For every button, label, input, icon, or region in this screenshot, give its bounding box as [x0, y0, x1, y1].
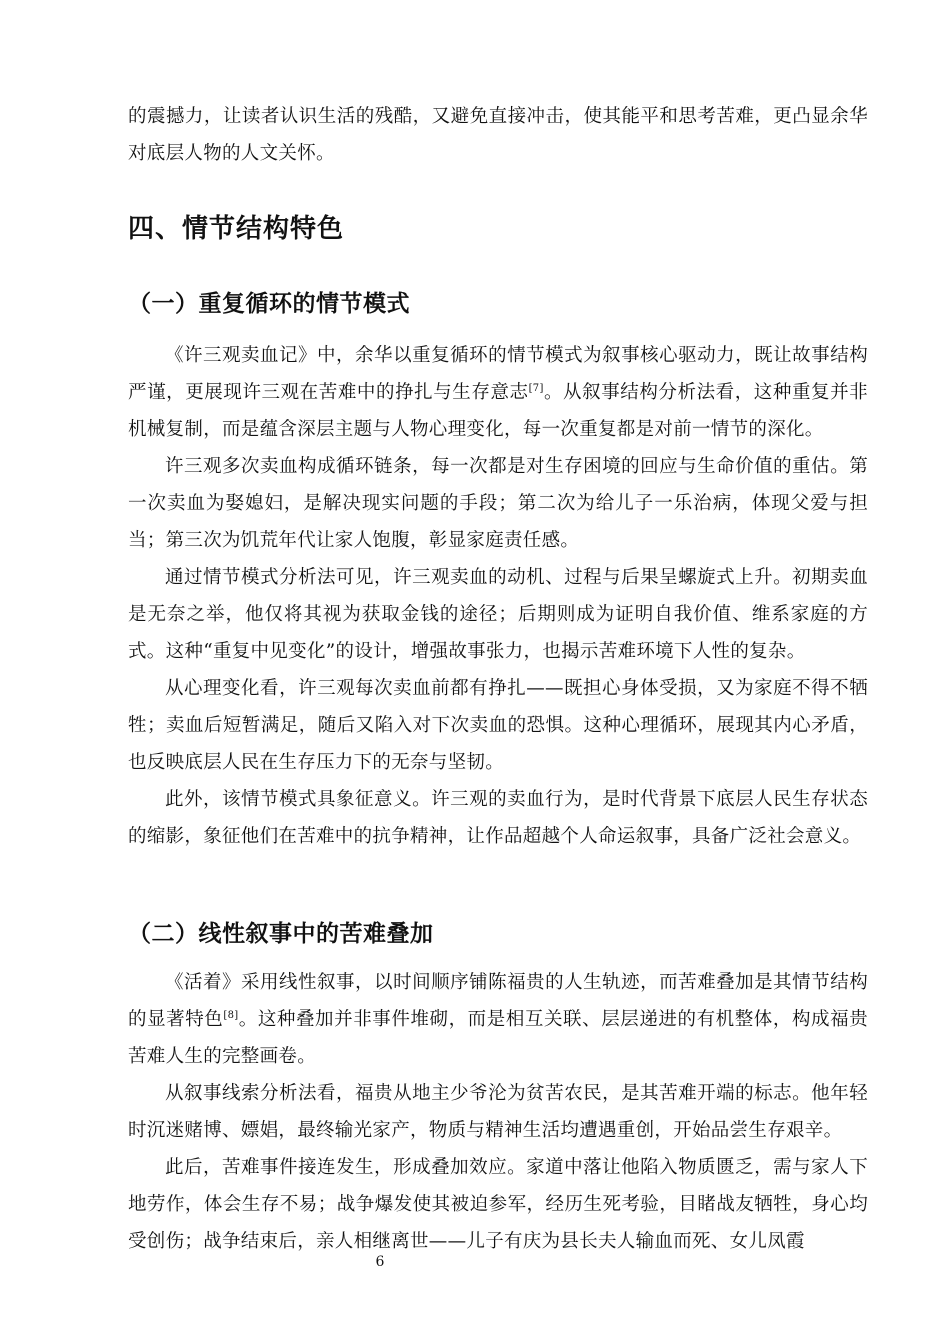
subsection-heading-2: （二）线性叙事中的苦难叠加: [128, 921, 434, 947]
paragraph: 从心理变化看，许三观每次卖血前都有挣扎——既担心身体受损，又为家庭不得不牺牲；卖血后短暂满足，随后又陷入对下次卖血的恐惧。这种心理循环，展现其内心矛盾，也反映底层人民在生存压力下的无奈与坚韧。: [128, 678, 868, 773]
continued-text-block: [128, 98, 868, 172]
paragraph: 此后，苦难事件接连发生，形成叠加效应。家道中落让他陷入物质匮乏，需与家人下地劳作，体会生存不易；战争爆发使其被迫参军，经历生死考验，目睹战友牺牲，身心均受创伤；战争结束后，亲人相继离世——儿子有庆为县长夫人输血而死、女儿凤霞: [128, 1157, 868, 1252]
paragraph: 此外，该情节模式具象征意义。许三观的卖血行为，是时代背景下底层人民生存状态的缩影，象征他们在苦难中的抗争精神，让作品超越个人命运叙事，具备广泛社会意义。: [128, 789, 868, 847]
citation-ref: [7]: [528, 383, 544, 394]
paragraph: 从叙事线索分析法看，福贵从地主少爷沦为贫苦农民，是其苦难开端的标志。他年轻时沉迷赌博、嫖娼，最终输光家产，物质与精神生活均遭遇重创，开始品尝生存艰辛。: [128, 1083, 868, 1141]
paragraph: [128, 964, 868, 1075]
paragraph: 许三观多次卖血构成循环链条，每一次都是对生存困境的回应与生命价值的重估。第一次卖血为娶媳妇，是解决现实问题的手段；第二次为给儿子一乐治病，体现父爱与担当；第三次为饥荒年代让家人饱腹，彰显家庭责任感。: [128, 456, 868, 551]
section-heading: 四、情节结构特色: [128, 214, 345, 244]
citation-ref: [8]: [223, 1010, 239, 1021]
subsection-heading-1: （一）重复循环的情节模式: [128, 291, 410, 317]
text-run: 。从叙事结构分析法看，这种重复并非机械复制，而是蕴含深层主题与人物心理变化，每一次重复都是对前一情节的深化。: [128, 382, 868, 440]
text-run: 《许三观卖血记》中，余华以重复循环的情节模式为叙事核心驱动力，既让故事结构严谨，更展现许三观在苦难中的挣扎与生存意志: [128, 345, 868, 403]
subsection-1-body: [128, 337, 868, 855]
page-number: 6: [375, 1254, 385, 1270]
text-run: 《活着》采用线性叙事，以时间顺序铺陈福贵的人生轨迹，而苦难叠加是其情节结构的显著特色: [128, 972, 868, 1030]
paragraph: 通过情节模式分析法可见，许三观卖血的动机、过程与后果呈螺旋式上升。初期卖血是无奈之举，他仅将其视为获取金钱的途径；后期则成为证明自我价值、维系家庭的方式。这种“重复中见变化”的设计，增强故事张力，也揭示苦难环境下人性的复杂。: [128, 567, 868, 662]
paragraph: 的震撼力，让读者认识生活的残酷，又避免直接冲击，使其能平和思考苦难，更凸显余华对底层人物的人文关怀。: [128, 106, 868, 164]
subsection-2-body: [128, 964, 868, 1260]
paragraph: [128, 337, 868, 448]
text-run: 。这种叠加并非事件堆砌，而是相互关联、层层递进的有机整体，构成福贵苦难人生的完整画卷。: [128, 1009, 868, 1067]
